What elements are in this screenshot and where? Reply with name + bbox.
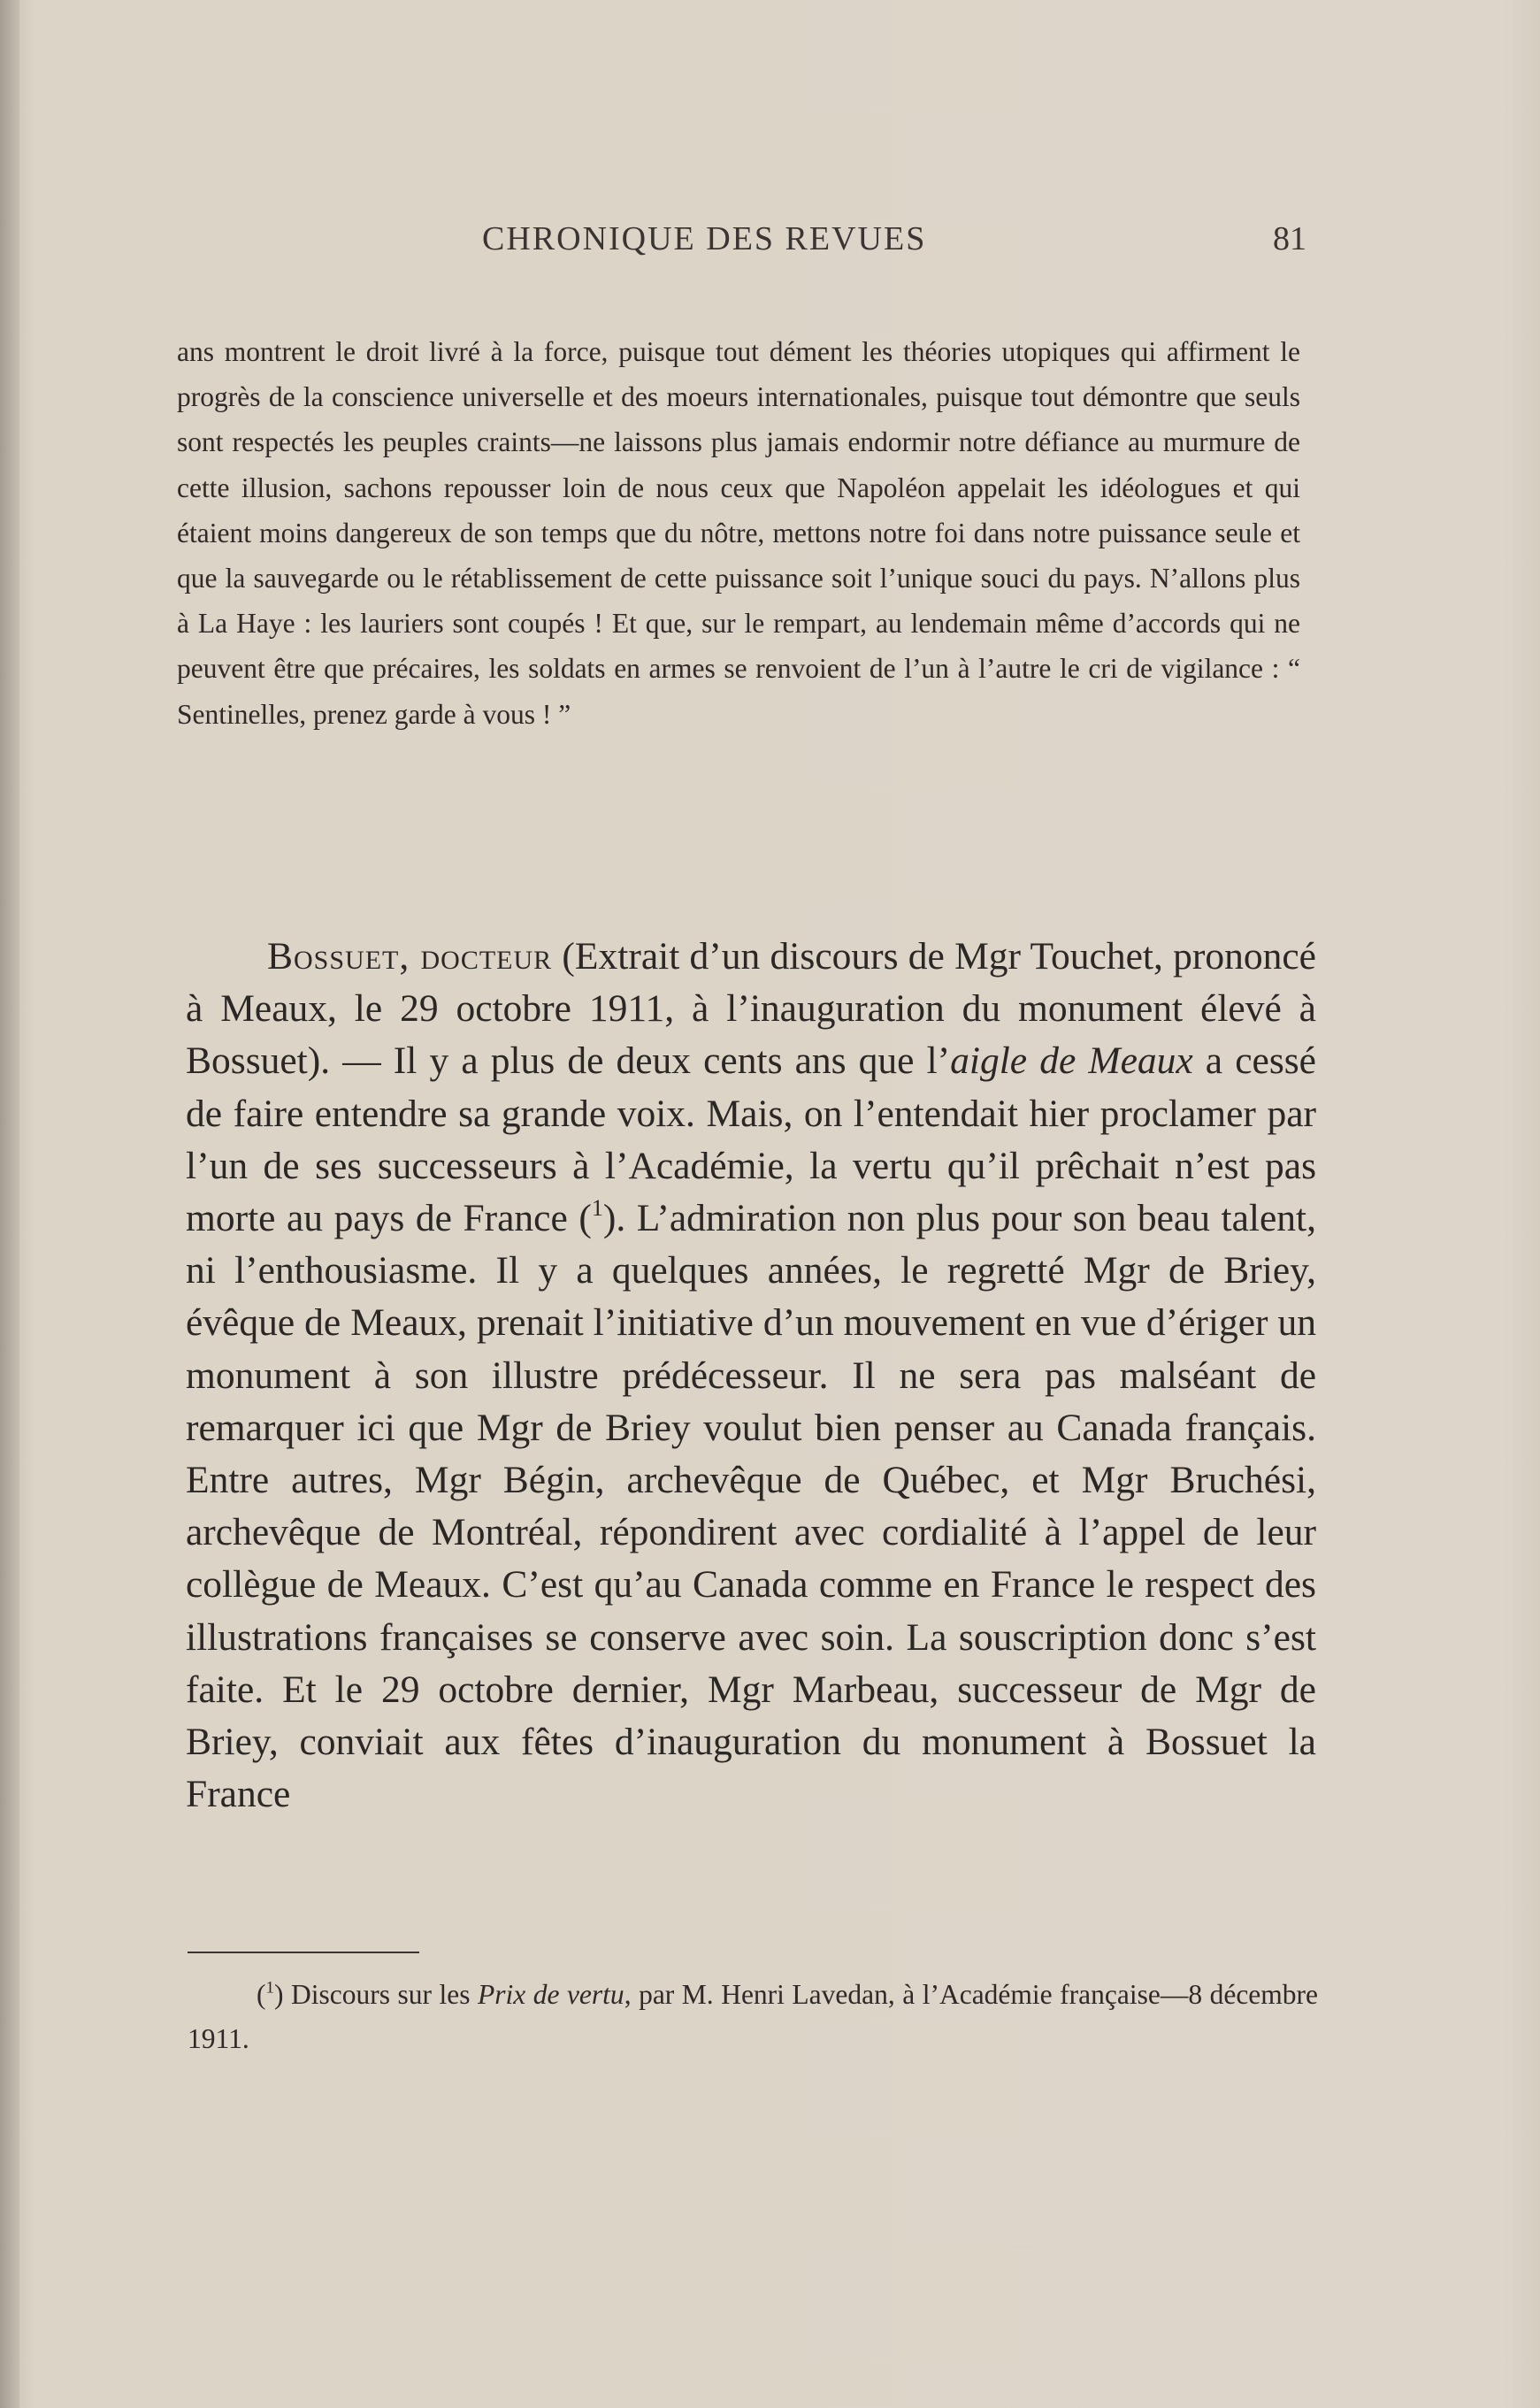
quote-block xyxy=(177,329,1300,737)
running-title: CHRONIQUE DES REVUES xyxy=(482,220,927,257)
article-text-2: a cessé de faire entendre sa grande voix. Mais, on l’entendait hier proclamer par l’un de ses successeurs à l’Académie, la vertu qu’il prêchait n’est pas morte au pays de France ( xyxy=(186,1039,1316,1240)
footnote-marker-open: ( xyxy=(257,1979,266,2010)
footnote-text-2: , par M. Henri Lavedan, à l’Académie française—8 décembre 1911. xyxy=(188,1979,1318,2054)
page-number: 81 xyxy=(1273,220,1306,257)
footnote-reference: 1 xyxy=(591,1195,603,1222)
footnote-marker-close: ) xyxy=(273,1979,284,2010)
footnote-marker-number: 1 xyxy=(265,1978,274,1998)
footnote-paragraph xyxy=(188,1973,1318,2061)
footnote-text-1: Discours sur les xyxy=(283,1979,478,2010)
article-paragraph xyxy=(186,931,1316,1821)
footnote-italic-title: Prix de vertu xyxy=(477,1979,624,2010)
footnote-rule xyxy=(188,1952,419,1953)
article-italic-phrase: aigle de Meaux xyxy=(950,1039,1193,1083)
quote-paragraph: ans montrent le droit livré à la force, puisque tout dément les théories utopiques qui affirment le progrès de la conscience universelle et des moeurs internationales, puisque tout démontre que seuls sont respectés les peuples craints—ne laissons plus jamais endormir notre défiance au murmure de cette illusion, sachons repousser loin de nous ceux que Napoléon appelait les idéologues et qui étaient moins dangereux de son temps que du nôtre, mettons notre foi dans notre puissance seule et que la sauvegarde ou le rétablissement de cette puissance soit l’unique souci du pays. N’allons plus à La Haye : les lauriers sont coupés ! Et que, sur le rempart, au lendemain même d’accords qui ne peuvent être que précaires, les soldats en armes se renvoient de l’un à l’autre le cri de vigilance : “ Sentinelles, prenez garde à vous ! ” xyxy=(177,336,1300,730)
article-heading: Bossuet, docteur xyxy=(267,935,553,978)
footnote xyxy=(188,1973,1318,2061)
article-text-1: (Extrait d’un discours de Mgr Touchet, prononcé à Meaux, le 29 octobre 1911, à l’inauguration du monument élevé à Bossuet). — Il y a plus de deux cents ans que l’ xyxy=(186,935,1316,1083)
article-block xyxy=(186,931,1316,1821)
article-text-3: ). L’admiration non plus pour son beau talent, ni l’enthousiasme. Il y a quelques années, le regretté Mgr de Briey, évêque de Meaux, prenait l’initiative d’un mouvement en vue d’ériger un monument à son illustre prédécesseur. Il ne sera pas malséant de remarquer ici que Mgr de Briey voulut bien penser au Canada français. Entre autres, Mgr Bégin, archevêque de Québec, et Mgr Bruchési, archevêque de Montréal, répondirent avec cordialité à l’appel de leur collègue de Meaux. C’est qu’au Canada comme en France le respect des illustrations françaises se conserve avec soin. La souscription donc s’est faite. Et le 29 octobre dernier, Mgr Marbeau, successeur de Mgr de Briey, conviait aux fêtes d’inauguration du monument à Bossuet la France xyxy=(186,1197,1316,1816)
book-gutter-shadow xyxy=(0,0,19,2408)
running-head xyxy=(482,219,1306,264)
